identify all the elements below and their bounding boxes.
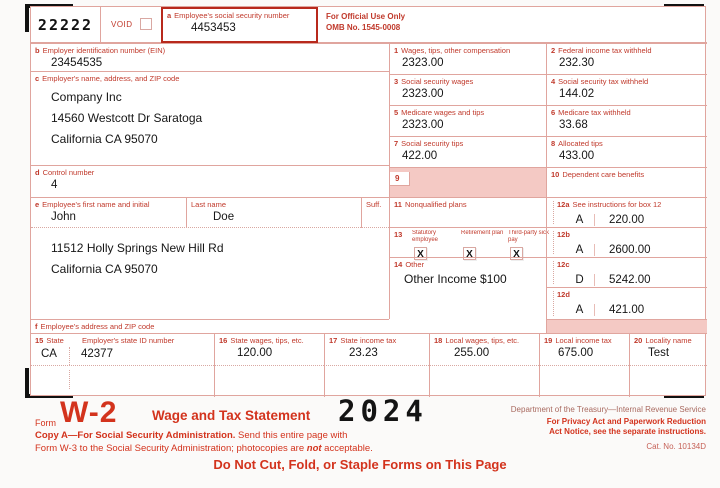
copy-a-instructions: Copy A—For Social Security Administration. Send this entire page with Form W-3 to the Social Security Administration; photocopies are not acceptable. (35, 430, 373, 454)
box-20-value[interactable]: Test (648, 347, 670, 360)
suffix-label: Suff. (366, 200, 382, 209)
box-7 (389, 136, 546, 167)
box-12b-label: 12b (557, 230, 570, 239)
box-10-value[interactable] (547, 179, 707, 181)
box-12a-label: 12a See instructions for box 12 (557, 200, 662, 209)
box-11-value[interactable] (390, 209, 546, 211)
box-17-label: 17 State income tax (329, 336, 397, 345)
box-18-row2 (429, 365, 539, 397)
first-name-value[interactable]: John (51, 211, 76, 224)
box-12d-code[interactable]: A (565, 304, 595, 316)
box-15-state (31, 333, 214, 365)
box-8-value[interactable]: 433.00 (559, 150, 595, 163)
box-6 (546, 105, 707, 136)
box-8-label: 8 Allocated tips (551, 139, 603, 148)
box-5-value[interactable]: 2323.00 (402, 119, 444, 132)
box-12b (546, 227, 707, 257)
box-11 (389, 197, 546, 227)
box-11-label: 11 Nonqualified plans (394, 200, 467, 209)
box-17 (324, 333, 429, 365)
official-use-box (318, 7, 707, 43)
employee-address-line2: California CA 95070 (51, 262, 158, 276)
ssn-value[interactable]: 4453453 (191, 22, 236, 35)
box-7-label: 7 Social security tips (394, 139, 464, 148)
tax-year: 2024 (338, 394, 428, 428)
box-18-label: 18 Local wages, tips, etc. (434, 336, 520, 345)
box-18 (429, 333, 539, 365)
box-12c-code[interactable]: D (565, 274, 595, 286)
box-9-shaded (389, 167, 546, 197)
form-title: Wage and Tax Statement (152, 408, 311, 423)
box-19 (539, 333, 629, 365)
form-name: W-2 (60, 396, 118, 429)
state-value[interactable]: CA (41, 348, 57, 360)
third-party-sick-pay-checkbox[interactable]: X (510, 247, 523, 260)
employer-address-line2: California CA 95070 (51, 132, 158, 147)
box-12b-amount[interactable]: 2600.00 (609, 244, 651, 257)
official-use-line1: For Official Use Only (326, 12, 406, 21)
statutory-employee-checkbox[interactable]: X (414, 247, 427, 260)
last-name-field (186, 198, 361, 228)
box-12a (546, 197, 707, 227)
state-id-divider (69, 370, 70, 389)
box-6-value[interactable]: 33.68 (559, 119, 588, 132)
box-20-label: 20 Locality name (634, 336, 692, 345)
box-2-label: 2 Federal income tax withheld (551, 46, 652, 55)
omb-number: OMB No. 1545-0008 (326, 23, 401, 33)
box-17-row2 (324, 365, 429, 397)
box-10-label: 10 Dependent care benefits (551, 170, 645, 179)
box-17-value[interactable]: 23.23 (349, 347, 378, 360)
box-4 (546, 74, 707, 105)
privacy-act-notice: For Privacy Act and Paperwork Reduction Act Notice, see the separate instructions. (546, 417, 706, 437)
form-footer (0, 396, 720, 488)
void-box (101, 7, 161, 43)
box-12b-code[interactable]: A (565, 244, 595, 256)
box-b-ein (31, 43, 389, 71)
box-16 (214, 333, 324, 365)
box-7-value[interactable]: 422.00 (402, 150, 438, 163)
state-id-value[interactable]: 42377 (81, 348, 113, 360)
employee-address-line1: 11512 Holly Springs New Hill Rd (51, 241, 224, 255)
box-15-label: 15 State Employer's state ID number (35, 336, 175, 345)
box-12c-amount[interactable]: 5242.00 (609, 274, 651, 287)
w2-form (30, 6, 706, 396)
box-6-label: 6 Medicare tax withheld (551, 108, 631, 117)
box-2-value[interactable]: 232.30 (559, 57, 595, 70)
employer-name: Company Inc (51, 90, 122, 105)
box-5-label: 5 Medicare wages and tips (394, 108, 485, 117)
box-a-ssn (161, 7, 318, 43)
box-12a-code[interactable]: A (565, 214, 595, 226)
box-19-row2 (539, 365, 629, 397)
void-checkbox[interactable] (140, 18, 152, 30)
box-9-label: 9 (390, 172, 410, 186)
retirement-plan-checkbox[interactable]: X (463, 247, 476, 260)
box-f-address-label-row (31, 319, 389, 333)
box-14-label: 14 Other (394, 260, 425, 269)
box-d-label: d Control number (35, 168, 95, 177)
box-15-row2 (31, 365, 214, 397)
box-12c (546, 257, 707, 287)
third-party-sick-pay-label: Third-party sick pay (508, 230, 550, 243)
treasury-department-line: Department of the Treasury—Internal Revenue Service (510, 405, 706, 414)
box-18-value[interactable]: 255.00 (454, 347, 490, 360)
box-16-label: 16 State wages, tips, etc. (219, 336, 304, 345)
box-12d-amount[interactable]: 421.00 (609, 304, 645, 317)
control-number-value[interactable]: 4 (51, 179, 58, 192)
box-3-label: 3 Social security wages (394, 77, 474, 86)
box-c-label: c Employer's name, address, and ZIP code (35, 74, 180, 83)
box-13-checkboxes (389, 227, 550, 260)
box-d-control-number (31, 165, 389, 197)
box-12d-label: 12d (557, 290, 570, 299)
ein-value[interactable]: 23454535 (51, 57, 103, 70)
void-label: VOID (111, 19, 133, 29)
box-5 (389, 105, 546, 136)
box-16-value[interactable]: 120.00 (237, 347, 273, 360)
box-1-value[interactable]: 2323.00 (402, 57, 444, 70)
box-16-row2 (214, 365, 324, 397)
box-4-label: 4 Social security tax withheld (551, 77, 649, 86)
shaded-strip (546, 319, 707, 333)
box-f-label: f Employee's address and ZIP code (35, 322, 155, 331)
form-code-box (31, 7, 101, 43)
box-10 (546, 167, 707, 197)
box-12d (546, 287, 707, 319)
box-14-value[interactable]: Other Income $100 (404, 272, 507, 287)
do-not-cut-warning: Do Not Cut, Fold, or Staple Forms on This Page (213, 457, 507, 472)
box-e-names (31, 197, 389, 227)
employee-address-block[interactable] (31, 228, 389, 280)
box-2 (546, 43, 707, 74)
box-1 (389, 43, 546, 74)
last-name-value[interactable]: Doe (213, 211, 235, 224)
box-14-other (389, 257, 546, 319)
suffix-field (361, 198, 389, 228)
box-3 (389, 74, 546, 105)
box-20-row2 (629, 365, 707, 397)
box-19-value[interactable]: 675.00 (558, 347, 594, 360)
box-12c-label: 12c (557, 260, 570, 269)
box-1-label: 1 Wages, tips, other compensation (394, 46, 511, 55)
first-name-field (31, 198, 186, 228)
box-3-value[interactable]: 2323.00 (402, 88, 444, 101)
employer-address-block[interactable] (31, 83, 389, 150)
catalog-number: Cat. No. 10134D (646, 442, 706, 451)
box-20 (629, 333, 707, 365)
state-id-divider (69, 347, 70, 365)
employer-address-line1: 14560 Westcott Dr Saratoga (51, 111, 203, 126)
box-13-label: 13 (394, 230, 403, 239)
statutory-employee-label: Statutory employee (412, 230, 439, 243)
first-name-label: e Employee's first name and initial (35, 200, 150, 209)
retirement-plan-label: Retirement plan (461, 230, 504, 236)
form-code-22222: 22222 (37, 16, 94, 34)
box-a-label: a Employee's social security number (167, 11, 290, 20)
box-12a-amount[interactable]: 220.00 (609, 214, 645, 227)
box-b-label: b Employer identification number (EIN) (35, 46, 166, 55)
box-8 (546, 136, 707, 167)
box-c-employer (31, 71, 389, 165)
box-19-label: 19 Local income tax (544, 336, 612, 345)
box-4-value[interactable]: 144.02 (559, 88, 595, 101)
employee-address-box (31, 227, 389, 319)
form-word: Form (35, 418, 56, 428)
last-name-label: Last name (191, 200, 227, 209)
